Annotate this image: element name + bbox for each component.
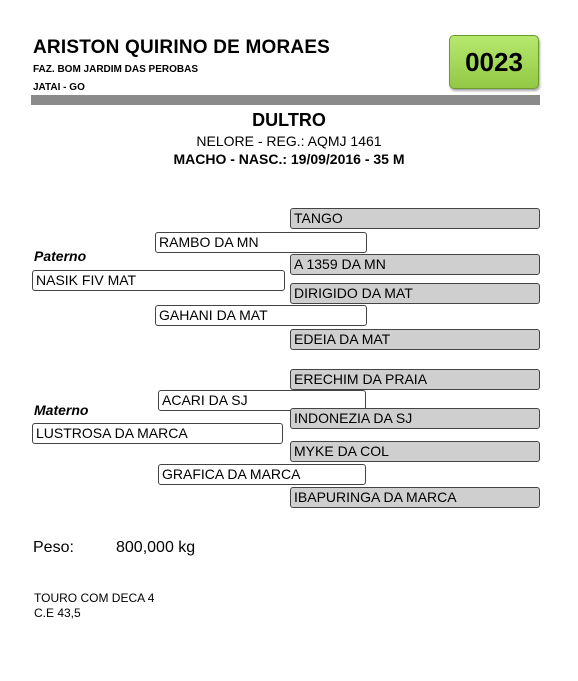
ancestor-sire-sire-sire: TANGO <box>290 208 540 229</box>
lot-number-badge: 0023 <box>449 35 539 89</box>
sex-birth-date: MACHO - NASC.: 19/09/2016 - 35 M <box>173 151 405 167</box>
ancestor-sire-sire: RAMBO DA MN <box>155 232 367 253</box>
ancestor-sire-dam-sire: DIRIGIDO DA MAT <box>290 283 540 304</box>
maternal-label: Materno <box>34 402 89 418</box>
city: JATAI - GO <box>33 82 85 93</box>
breed-registration: NELORE - REG.: AQMJ 1461 <box>196 133 382 149</box>
ancestor-dam-dam-dam: IBAPURINGA DA MARCA <box>290 487 540 508</box>
farm-name: FAZ. BOM JARDIM DAS PEROBAS <box>33 64 199 75</box>
ancestor-sire: NASIK FIV MAT <box>32 270 285 291</box>
ancestor-dam-sire-sire: ERECHIM DA PRAIA <box>290 369 540 390</box>
weight-label: Peso: <box>33 539 74 556</box>
ancestor-dam-dam-sire: MYKE DA COL <box>290 441 540 462</box>
weight-value: 800,000 kg <box>116 539 196 556</box>
header-divider <box>31 95 540 105</box>
note-line: TOURO COM DECA 4 <box>34 591 155 605</box>
ancestor-dam-dam: GRAFICA DA MARCA <box>158 464 366 485</box>
note-line: C.E 43,5 <box>34 606 81 620</box>
owner-name: ARISTON QUIRINO DE MORAES <box>33 37 331 58</box>
ancestor-dam-sire-dam: INDONEZIA DA SJ <box>290 408 540 429</box>
ancestor-dam-sire: ACARI DA SJ <box>158 390 366 411</box>
paternal-label: Paterno <box>34 248 87 264</box>
ancestor-sire-sire-dam: A 1359 DA MN <box>290 254 540 275</box>
ancestor-sire-dam: GAHANI DA MAT <box>155 305 367 326</box>
animal-name: DULTRO <box>252 110 326 130</box>
ancestor-sire-dam-dam: EDEIA DA MAT <box>290 329 540 350</box>
ancestor-dam: LUSTROSA DA MARCA <box>32 423 283 444</box>
